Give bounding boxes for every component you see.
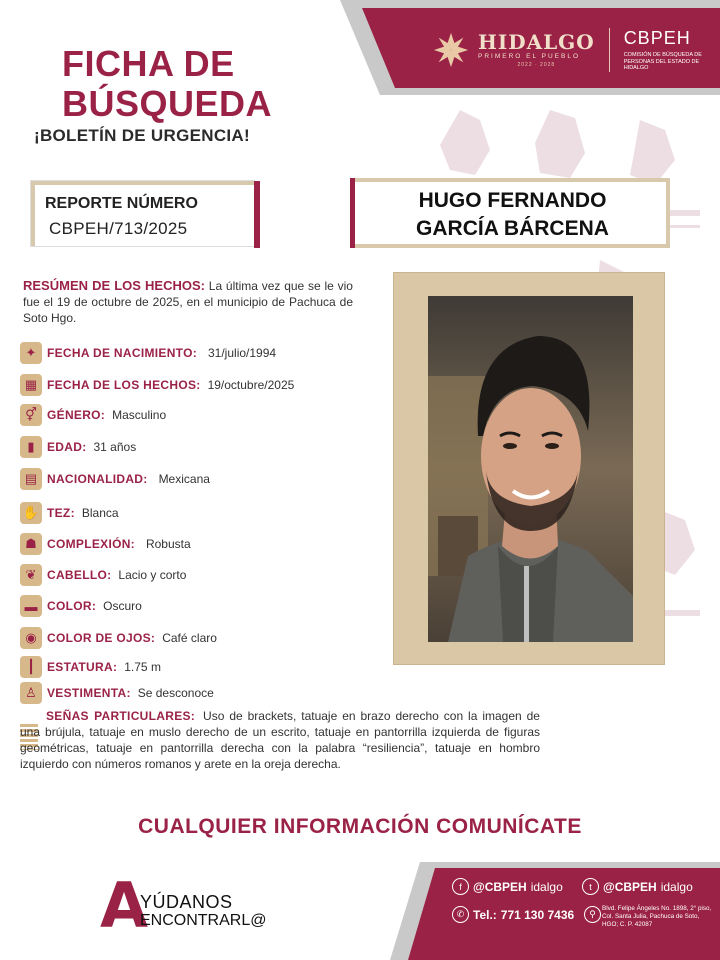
summary-label: RESÚMEN DE LOS HECHOS: (23, 278, 205, 293)
field-age (20, 436, 136, 458)
age-label: EDAD: (47, 440, 87, 454)
skin-label: TEZ: (47, 506, 75, 520)
height-value: 1.75 m (124, 660, 161, 674)
hair-icon: ❦ (20, 564, 42, 586)
phone-number: 771 130 7436 (500, 907, 575, 922)
urgency-subtitle: ¡BOLETÍN DE URGENCIA! (34, 126, 250, 145)
field-height (20, 656, 161, 678)
location-pin-icon: ⚲ (584, 906, 601, 923)
title-line-2: BÚSQUEDA (62, 83, 273, 124)
field-hair (20, 564, 186, 586)
person-name-line-2: GARCÍA BÁRCENA (416, 217, 609, 240)
facebook-handle-bold: @CBPEH (473, 879, 527, 894)
age-value: 31 años (93, 440, 137, 454)
skin-value: Blanca (81, 506, 119, 520)
field-build (20, 533, 191, 555)
gender-label: GÉNERO: (47, 408, 106, 422)
brand-divider (609, 28, 610, 72)
person-photo (428, 296, 633, 642)
hair-value: Lacio y corto (118, 568, 187, 582)
person-name-box (350, 178, 670, 248)
field-hair-color (20, 595, 142, 617)
calendar-icon: ▦ (20, 374, 42, 396)
facebook-contact[interactable] (452, 878, 563, 895)
address-text: Blvd. Felipe Ángeles No. 1898, 2° piso, Col. Santa Julia, Pachuca de Soto, HGO; C. P. 42087 (602, 905, 712, 928)
facts-summary (23, 278, 353, 326)
cake-icon: ✦ (20, 342, 42, 364)
eye-color-value: Café claro (162, 631, 217, 645)
report-label: REPORTE NÚMERO (45, 195, 198, 212)
phone-contact[interactable] (452, 906, 574, 923)
twitter-handle-rest: idalgo (660, 879, 693, 894)
marks-label: SEÑAS PARTICULARES: (46, 709, 196, 723)
page-title (62, 44, 272, 124)
id-card-icon: ▤ (20, 468, 42, 490)
event-date-value: 19/octubre/2025 (207, 378, 295, 392)
eye-icon: ◉ (20, 627, 42, 649)
height-label: ESTATURA: (47, 660, 118, 674)
height-icon: ┃ (20, 656, 42, 678)
birth-date-label: FECHA DE NACIMIENTO: (47, 346, 197, 360)
clothing-label: VESTIMENTA: (47, 686, 131, 700)
campaign-letter: A (100, 869, 148, 942)
field-birth-date (20, 342, 276, 364)
gender-value: Masculino (112, 408, 167, 422)
field-eye-color (20, 627, 217, 649)
twitter-icon: t (582, 878, 599, 895)
nationality-value: Mexicana (158, 472, 210, 486)
event-date-label: FECHA DE LOS HECHOS: (47, 378, 201, 392)
distinguishing-marks (20, 708, 540, 772)
field-skin (20, 502, 119, 524)
location-contact (584, 906, 601, 923)
agency-description: COMISIÓN DE BÚSQUEDA DE PERSONAS DEL ESTADO DE HIDALGO (623, 52, 702, 72)
person-name (355, 187, 670, 243)
nationality-label: NACIONALIDAD: (47, 472, 148, 486)
brand-tagline: PRIMERO EL PUEBLO (478, 53, 581, 61)
skin-icon: ✋ (20, 502, 42, 524)
facebook-handle-rest: idalgo (530, 879, 563, 894)
title-line-1: FICHA DE (62, 43, 235, 84)
marks-text: Uso de brackets, tatuaje en brazo derecho con la imagen de una brújula, tatuaje en muslo derecho de un escrito, tatuaje en pantorrilla izquierda de figuras geométricas, tatuaje en pantorrilla derecha con la palabra “resiliencia”, tatuaje en hombro izquierdo con números romanos y arete en la oreja derecha. (20, 709, 540, 771)
field-gender (20, 404, 166, 426)
clothing-icon: ♙ (20, 682, 42, 704)
field-event-date (20, 374, 294, 396)
hair-color-label: COLOR: (47, 599, 97, 613)
brand-years: 2022 · 2028 (517, 61, 556, 68)
phone-icon: ✆ (452, 906, 469, 923)
clothing-value: Se desconoce (137, 686, 214, 700)
build-icon: ☗ (20, 533, 42, 555)
hair-color-icon: ▬ (20, 595, 42, 617)
hair-label: CABELLO: (47, 568, 112, 582)
report-number: CBPEH/713/2025 (49, 219, 188, 238)
brand-name: HIDALGO (478, 30, 595, 55)
twitter-handle-bold: @CBPEH (603, 879, 657, 894)
birth-date-value: 31/julio/1994 (208, 346, 277, 360)
hair-color-value: Oscuro (103, 599, 142, 613)
facebook-icon: f (452, 878, 469, 895)
call-to-action: CUALQUIER INFORMACIÓN COMUNÍCATE (138, 815, 582, 838)
field-nationality (20, 468, 210, 490)
campaign-line-2: ENCONTRARL@ (140, 912, 267, 929)
age-icon: ▮ (20, 436, 42, 458)
agency-name: CBPEH (623, 28, 691, 49)
gender-icon: ⚥ (20, 404, 42, 426)
person-name-line-1: HUGO FERNANDO (418, 189, 607, 212)
hidalgo-star-icon (432, 31, 470, 69)
report-number-box (30, 180, 255, 247)
campaign-line-1: YÚDANOS (140, 892, 233, 912)
brand-logo-group (432, 28, 714, 72)
eye-color-label: COLOR DE OJOS: (47, 631, 156, 645)
summary-text: La última vez que se le vio fue el 19 de octubre de 2025, en el municipio de Pachuca de Soto Hgo. (23, 279, 353, 325)
field-clothing (20, 682, 214, 704)
build-label: COMPLEXIÓN: (47, 537, 135, 551)
phone-label: Tel.: (473, 907, 497, 922)
build-value: Robusta (145, 537, 191, 551)
twitter-contact[interactable] (582, 878, 693, 895)
